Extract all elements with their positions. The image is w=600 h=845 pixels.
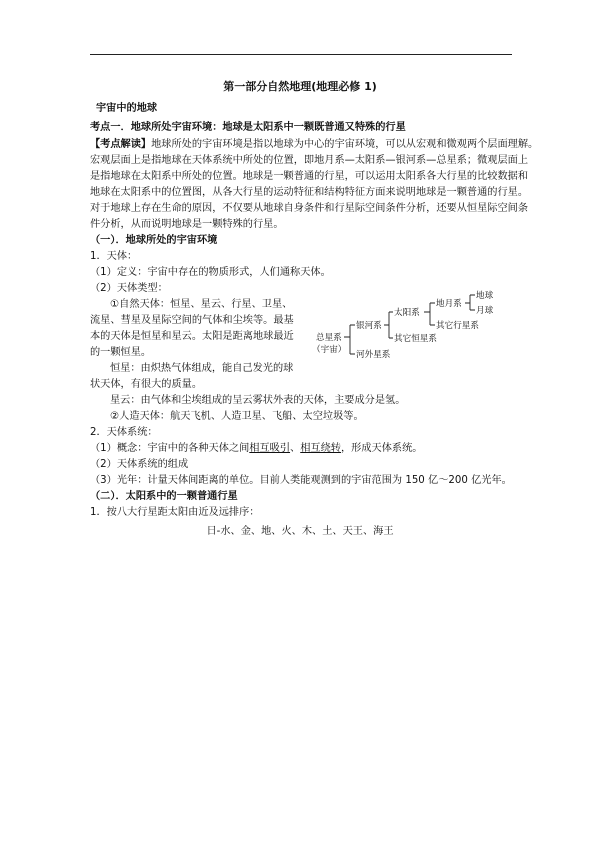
node-qitahengxingxi: 其它恒星系 [394, 334, 437, 344]
bracket-yinhexi [384, 312, 393, 338]
jiedu-line-3: 是指地球在太阳系中所处的位置。地球是一颗普通的行星，可以运用太阳系各大行星的比较数据和 [90, 171, 529, 182]
jiedu-line-5: 对于地球上存在生命的原因，不仅要从地球自身条件和行星际空间条件分析，还要从恒星际空间条 [90, 203, 529, 214]
celestial-system-diagram [300, 284, 510, 362]
definition: （1）定义：宇宙中存在的物质形式，人们通称天体。 [90, 267, 331, 278]
node-diqiu: 地球 [476, 291, 494, 301]
artificial-line: ②人造天体：航天飞机、人造卫星、飞船、太空垃圾等。 [110, 411, 364, 422]
node-qitaxingxingxi: 其它行星系 [436, 321, 479, 331]
jiedu-label: 【考点解读】 [90, 139, 152, 150]
concept-line: （1）概念：宇宙中的各种天体之间相互吸引、相互绕转，形成天体系统。 [90, 443, 423, 454]
page-title: 第一部分自然地理(地理必修 1) [223, 80, 377, 93]
node-zongxingxi: 总星系 [316, 333, 342, 343]
item-2: 2．天体系统： [90, 427, 158, 438]
header-rule [90, 54, 512, 55]
item-1: 1．天体： [90, 251, 138, 262]
lightyear-line: （3）光年：计量天体间距离的单位。目前人类能观测到的宇宙范围为 150 亿～200 亿光年。 [90, 475, 512, 486]
node-taiyangxi: 太阳系 [394, 308, 420, 318]
node-hewaixingxi: 河外星系 [356, 350, 391, 360]
jiedu-line-2: 宏观层面上是指地球在天体系统中所处的位置，即地月系—太阳系—银河系—总星系；微观层面上 [90, 155, 529, 166]
natural-line-3: 本的天体是恒星和星云。太阳是距离地球最近 [90, 331, 294, 342]
node-yuzhou: （宇宙） [312, 345, 347, 355]
order-line: 1．按八大行星距太阳由近及远排序： [90, 507, 260, 518]
node-yueqiu: 月球 [476, 306, 494, 316]
subsection-2-title: （二）．太阳系中的一颗普通行星 [90, 491, 238, 502]
natural-line-4: 的一颗恒星。 [90, 347, 152, 358]
natural-line-2: 流星、彗星及星际空间的气体和尘埃等。最基 [90, 315, 294, 326]
bracket-taiyangxi [424, 303, 435, 325]
node-yinhexi: 银河系 [356, 321, 382, 331]
planet-order: 日-水、金、地、火、木、土、天王、海王 [206, 526, 394, 537]
kaodian-heading: 考点一．地球所处宇宙环境：地球是太阳系中一颗既普通又特殊的行星 [90, 122, 406, 133]
underline-term-2: 相互绕转 [300, 443, 341, 454]
section-title: 宇宙中的地球 [96, 103, 158, 114]
subsection-1-title: （一）．地球所处的宇宙环境 [90, 235, 218, 246]
jiedu-line-6: 件分析，从而说明地球是一颗特殊的行星。 [90, 219, 284, 230]
types-heading: （2）天体类型： [90, 283, 168, 294]
jiedu-line-1: 【考点解读】地球所处的宇宙环境是指以地球为中心的宇宙环境，可以从宏观和微观两个层面理解。 [90, 139, 539, 150]
bracket-diyuexi [465, 295, 475, 310]
hengxing-line-2: 状天体，有很大的质量。 [90, 379, 203, 390]
jiedu-line-4: 地球在太阳系中的位置图，从各大行星的运动特征和结构特征方面来说明地球是一颗普通的行星。 [90, 187, 529, 198]
hengxing-line-1: 恒星：由炽热气体组成，能自己发光的球 [110, 363, 294, 374]
underline-term-1: 相互吸引 [249, 443, 291, 454]
composition-line: （2）天体系统的组成 [90, 459, 189, 470]
node-diyuexi: 地月系 [436, 299, 462, 309]
xingyun-line: 星云：由气体和尘埃组成的呈云雾状外表的天体，主要成分是氢。 [110, 395, 406, 406]
natural-line-1: ①自然天体：恒星、星云、行星、卫星、 [110, 299, 293, 310]
